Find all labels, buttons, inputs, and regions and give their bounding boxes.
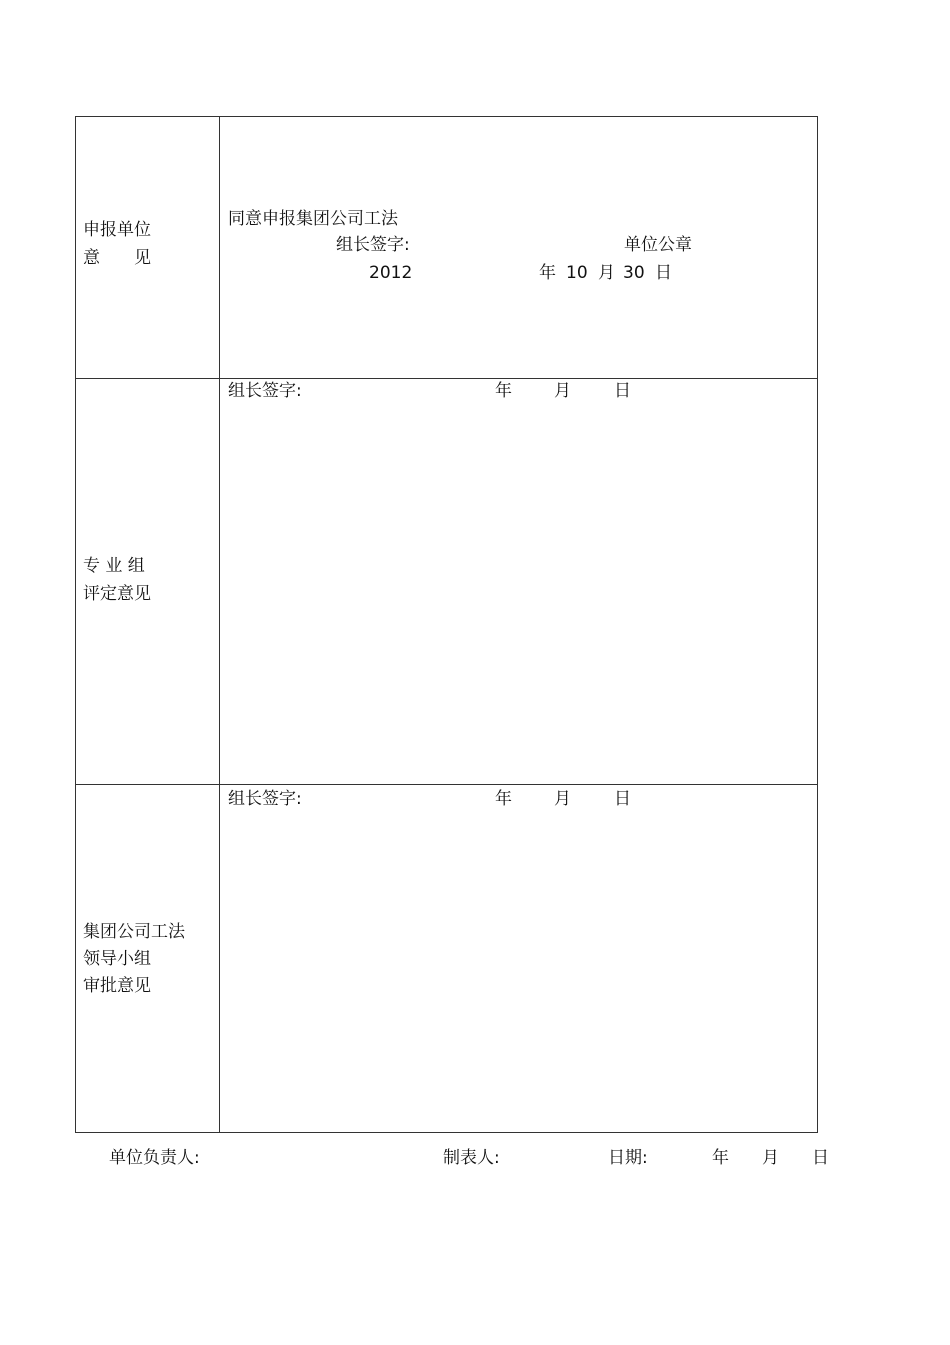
applicant-opinion-text: 同意申报集团公司工法	[228, 209, 398, 229]
row-leadership-approval	[76, 784, 817, 1132]
content-cell-leadership	[220, 785, 817, 1132]
leadership-day-label: 日	[614, 789, 631, 809]
leadership-year-label: 年	[495, 789, 512, 809]
leadership-month-label: 月	[554, 789, 571, 809]
expert-leader-sign-label: 组长签字:	[228, 381, 302, 401]
approval-form-table	[75, 116, 818, 1133]
leadership-leader-sign-label: 组长签字:	[228, 789, 302, 809]
applicant-seal-label: 单位公章	[624, 235, 692, 255]
applicant-month-value: 10	[566, 263, 588, 283]
expert-day-label: 日	[614, 381, 631, 401]
content-cell-expert-group	[220, 379, 817, 784]
label-expert-line2: 评定意见	[83, 584, 151, 604]
footer-month-label: 月	[762, 1148, 779, 1168]
footer-unit-head-label: 单位负责人:	[109, 1148, 200, 1168]
label-applicant-line1: 申报单位	[83, 220, 151, 240]
label-cell-applicant	[76, 117, 220, 378]
footer-date-label: 日期:	[608, 1148, 648, 1168]
applicant-month-label: 月	[598, 263, 615, 283]
footer-day-label: 日	[812, 1148, 829, 1168]
label-applicant-line2: 意 见	[83, 248, 151, 268]
expert-month-label: 月	[554, 381, 571, 401]
label-cell-leadership	[76, 785, 220, 1132]
content-cell-applicant	[220, 117, 817, 378]
label-leadership-line1: 集团公司工法	[83, 922, 185, 942]
applicant-leader-sign-label: 组长签字:	[336, 235, 410, 255]
row-expert-group-opinion	[76, 378, 817, 784]
applicant-year-label: 年	[539, 263, 556, 283]
expert-year-label: 年	[495, 381, 512, 401]
label-leadership-line2: 领导小组	[83, 949, 151, 969]
applicant-day-label: 日	[655, 263, 672, 283]
label-cell-expert-group	[76, 379, 220, 784]
footer-preparer-label: 制表人:	[443, 1148, 500, 1168]
footer-year-label: 年	[712, 1148, 729, 1168]
row-applicant-opinion	[76, 117, 817, 378]
label-expert-line1: 专 业 组	[83, 556, 145, 576]
label-leadership-line3: 审批意见	[83, 976, 151, 996]
applicant-year-value: 2012	[369, 263, 413, 283]
applicant-day-value: 30	[623, 263, 645, 283]
